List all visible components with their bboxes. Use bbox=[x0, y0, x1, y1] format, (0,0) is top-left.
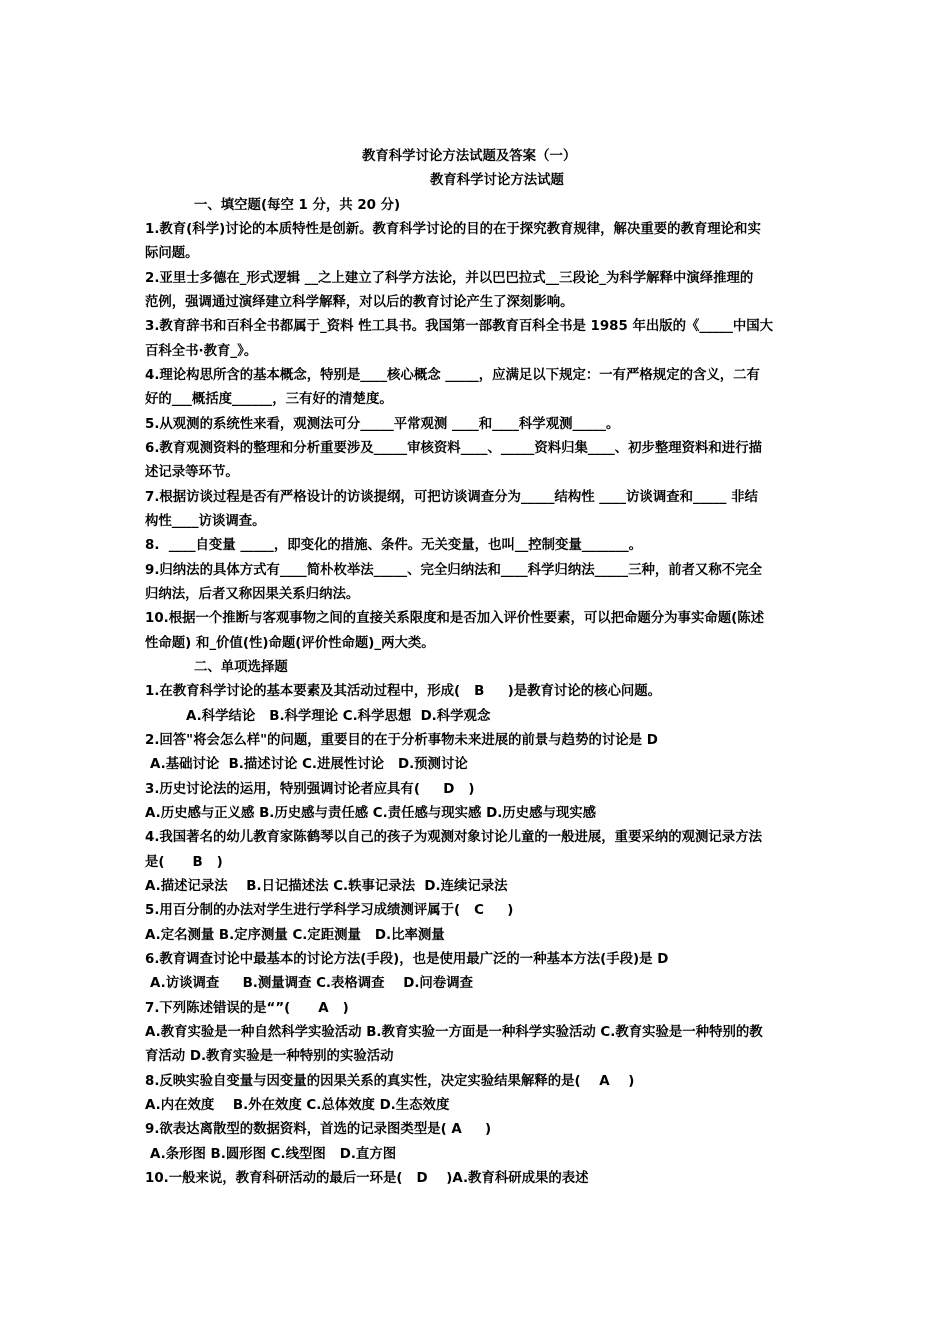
text-line: 8.反映实验自变量与因变量的因果关系的真实性，决定实验结果解释的是( A ) bbox=[145, 1074, 635, 1089]
text-line: 6.教育调查讨论中最基本的讨论方法(手段)，也是使用最广泛的一种基本方法(手段)是 D bbox=[145, 952, 669, 967]
text-line: 一、填空题(每空 1 分，共 20 分) bbox=[194, 198, 401, 213]
text-line: 1.教育(科学)讨论的本质特性是创新。教育科学讨论的目的在于探究教育规律，解决重要的教育理论和实 bbox=[145, 222, 761, 237]
text-line: 二、单项选择题 bbox=[194, 660, 288, 675]
text-line: 3.教育辞书和百科全书都属于_资料 性工具书。我国第一部教育百科全书是 1985 年出版的《_____中国大 bbox=[145, 319, 774, 334]
text-line: 范例，强调通过演绎建立科学解释，对以后的教育讨论产生了深刻影响。 bbox=[145, 295, 574, 310]
text-line: 是( B ) bbox=[145, 855, 223, 870]
text-line: A.定名测量 B.定序测量 C.定距测量 D.比率测量 bbox=[145, 928, 445, 943]
text-line: 10.根据一个推断与客观事物之间的直接关系限度和是否加入评价性要素，可以把命题分为事实命题(陈述 bbox=[145, 611, 765, 626]
text-line: 百科全书·教育_》。 bbox=[145, 344, 258, 359]
text-line: 10.一般来说，教育科研活动的最后一环是( D )A.教育科研成果的表述 bbox=[145, 1171, 589, 1186]
text-line: 育活动 D.教育实验是一种特别的实验活动 bbox=[145, 1049, 394, 1064]
text-line: 2.亚里士多德在_形式逻辑 __之上建立了科学方法论，并以巴巴拉式__三段论_为科学解释中演绎推理的 bbox=[145, 271, 754, 286]
text-line: 2.回答"将会怎么样"的问题，重要目的在于分析事物未来进展的前景与趋势的讨论是 D bbox=[145, 733, 658, 748]
text-line: 好的___概括度______，三有好的清楚度。 bbox=[145, 392, 393, 407]
text-line: 述记录等环节。 bbox=[145, 465, 239, 480]
text-line: 性命题) 和_价值(性)命题(评价性命题)_两大类。 bbox=[145, 636, 435, 651]
text-line: 7.根据访谈过程是否有严格设计的访谈提纲，可把访谈调查分为_____结构性 ____访谈调查和_____ 非结 bbox=[145, 490, 758, 505]
text-line: 教育科学讨论方法试题 bbox=[430, 173, 564, 188]
text-line: 9.归纳法的具体方式有____简朴枚举法_____、完全归纳法和____科学归纳法_____三种，前者又称不完全 bbox=[145, 563, 762, 578]
text-line: 3.历史讨论法的运用，特别强调讨论者应具有( D ) bbox=[145, 782, 475, 797]
text-line: 7.下列陈述错误的是“”( A ) bbox=[145, 1001, 349, 1016]
text-line: A.访谈调查 B.测量调查 C.表格调查 D.问卷调查 bbox=[150, 976, 473, 991]
text-line: 9.欲表达离散型的数据资料，首选的记录图类型是( A ) bbox=[145, 1122, 492, 1137]
text-line: A.描述记录法 B.日记描述法 C.轶事记录法 D.连续记录法 bbox=[145, 879, 508, 894]
text-line: 构性____访谈调查。 bbox=[145, 514, 266, 529]
text-line: 4.理论构思所含的基本概念，特别是____核心概念 _____，应满足以下规定：一有严格规定的含义，二有 bbox=[145, 368, 760, 383]
text-line: 5.用百分制的办法对学生进行学科学习成绩测评属于( C ) bbox=[145, 903, 514, 918]
text-line: 4.我国著名的幼儿教育家陈鹤琴以自己的孩子为观测对象讨论儿童的一般进展，重要采纳的观测记录方法 bbox=[145, 830, 762, 845]
text-line: 际问题。 bbox=[145, 246, 199, 261]
text-line: A.条形图 B.圆形图 C.线型图 D.直方图 bbox=[150, 1147, 397, 1162]
text-line: 6.教育观测资料的整理和分析重要涉及_____审核资料____、_____资料归集____、初步整理资料和进行描 bbox=[145, 441, 762, 456]
text-line: 1.在教育科学讨论的基本要素及其活动过程中，形成( B )是教育讨论的核心问题。 bbox=[145, 684, 662, 699]
text-line: A.科学结论 B.科学理论 C.科学思想 D.科学观念 bbox=[186, 709, 491, 724]
text-line: 归纳法，后者又称因果关系归纳法。 bbox=[145, 587, 360, 602]
text-line: A.历史感与正义感 B.历史感与责任感 C.责任感与现实感 D.历史感与现实感 bbox=[145, 806, 597, 821]
text-line: A.基础讨论 B.描述讨论 C.进展性讨论 D.预测讨论 bbox=[150, 757, 468, 772]
text-line: 5.从观测的系统性来看，观测法可分_____平常观测 ____和____科学观测_____。 bbox=[145, 417, 620, 432]
text-line: A.教育实验是一种自然科学实验活动 B.教育实验一方面是一种科学实验活动 C.教育实验是一种特别的教 bbox=[145, 1025, 763, 1040]
text-line: A.内在效度 B.外在效度 C.总体效度 D.生态效度 bbox=[145, 1098, 450, 1113]
text-line: 教育科学讨论方法试题及答案（一） bbox=[362, 149, 577, 164]
text-line: 8. ____自变量 _____，即变化的措施、条件。无关变量，也叫__控制变量_______。 bbox=[145, 538, 643, 553]
